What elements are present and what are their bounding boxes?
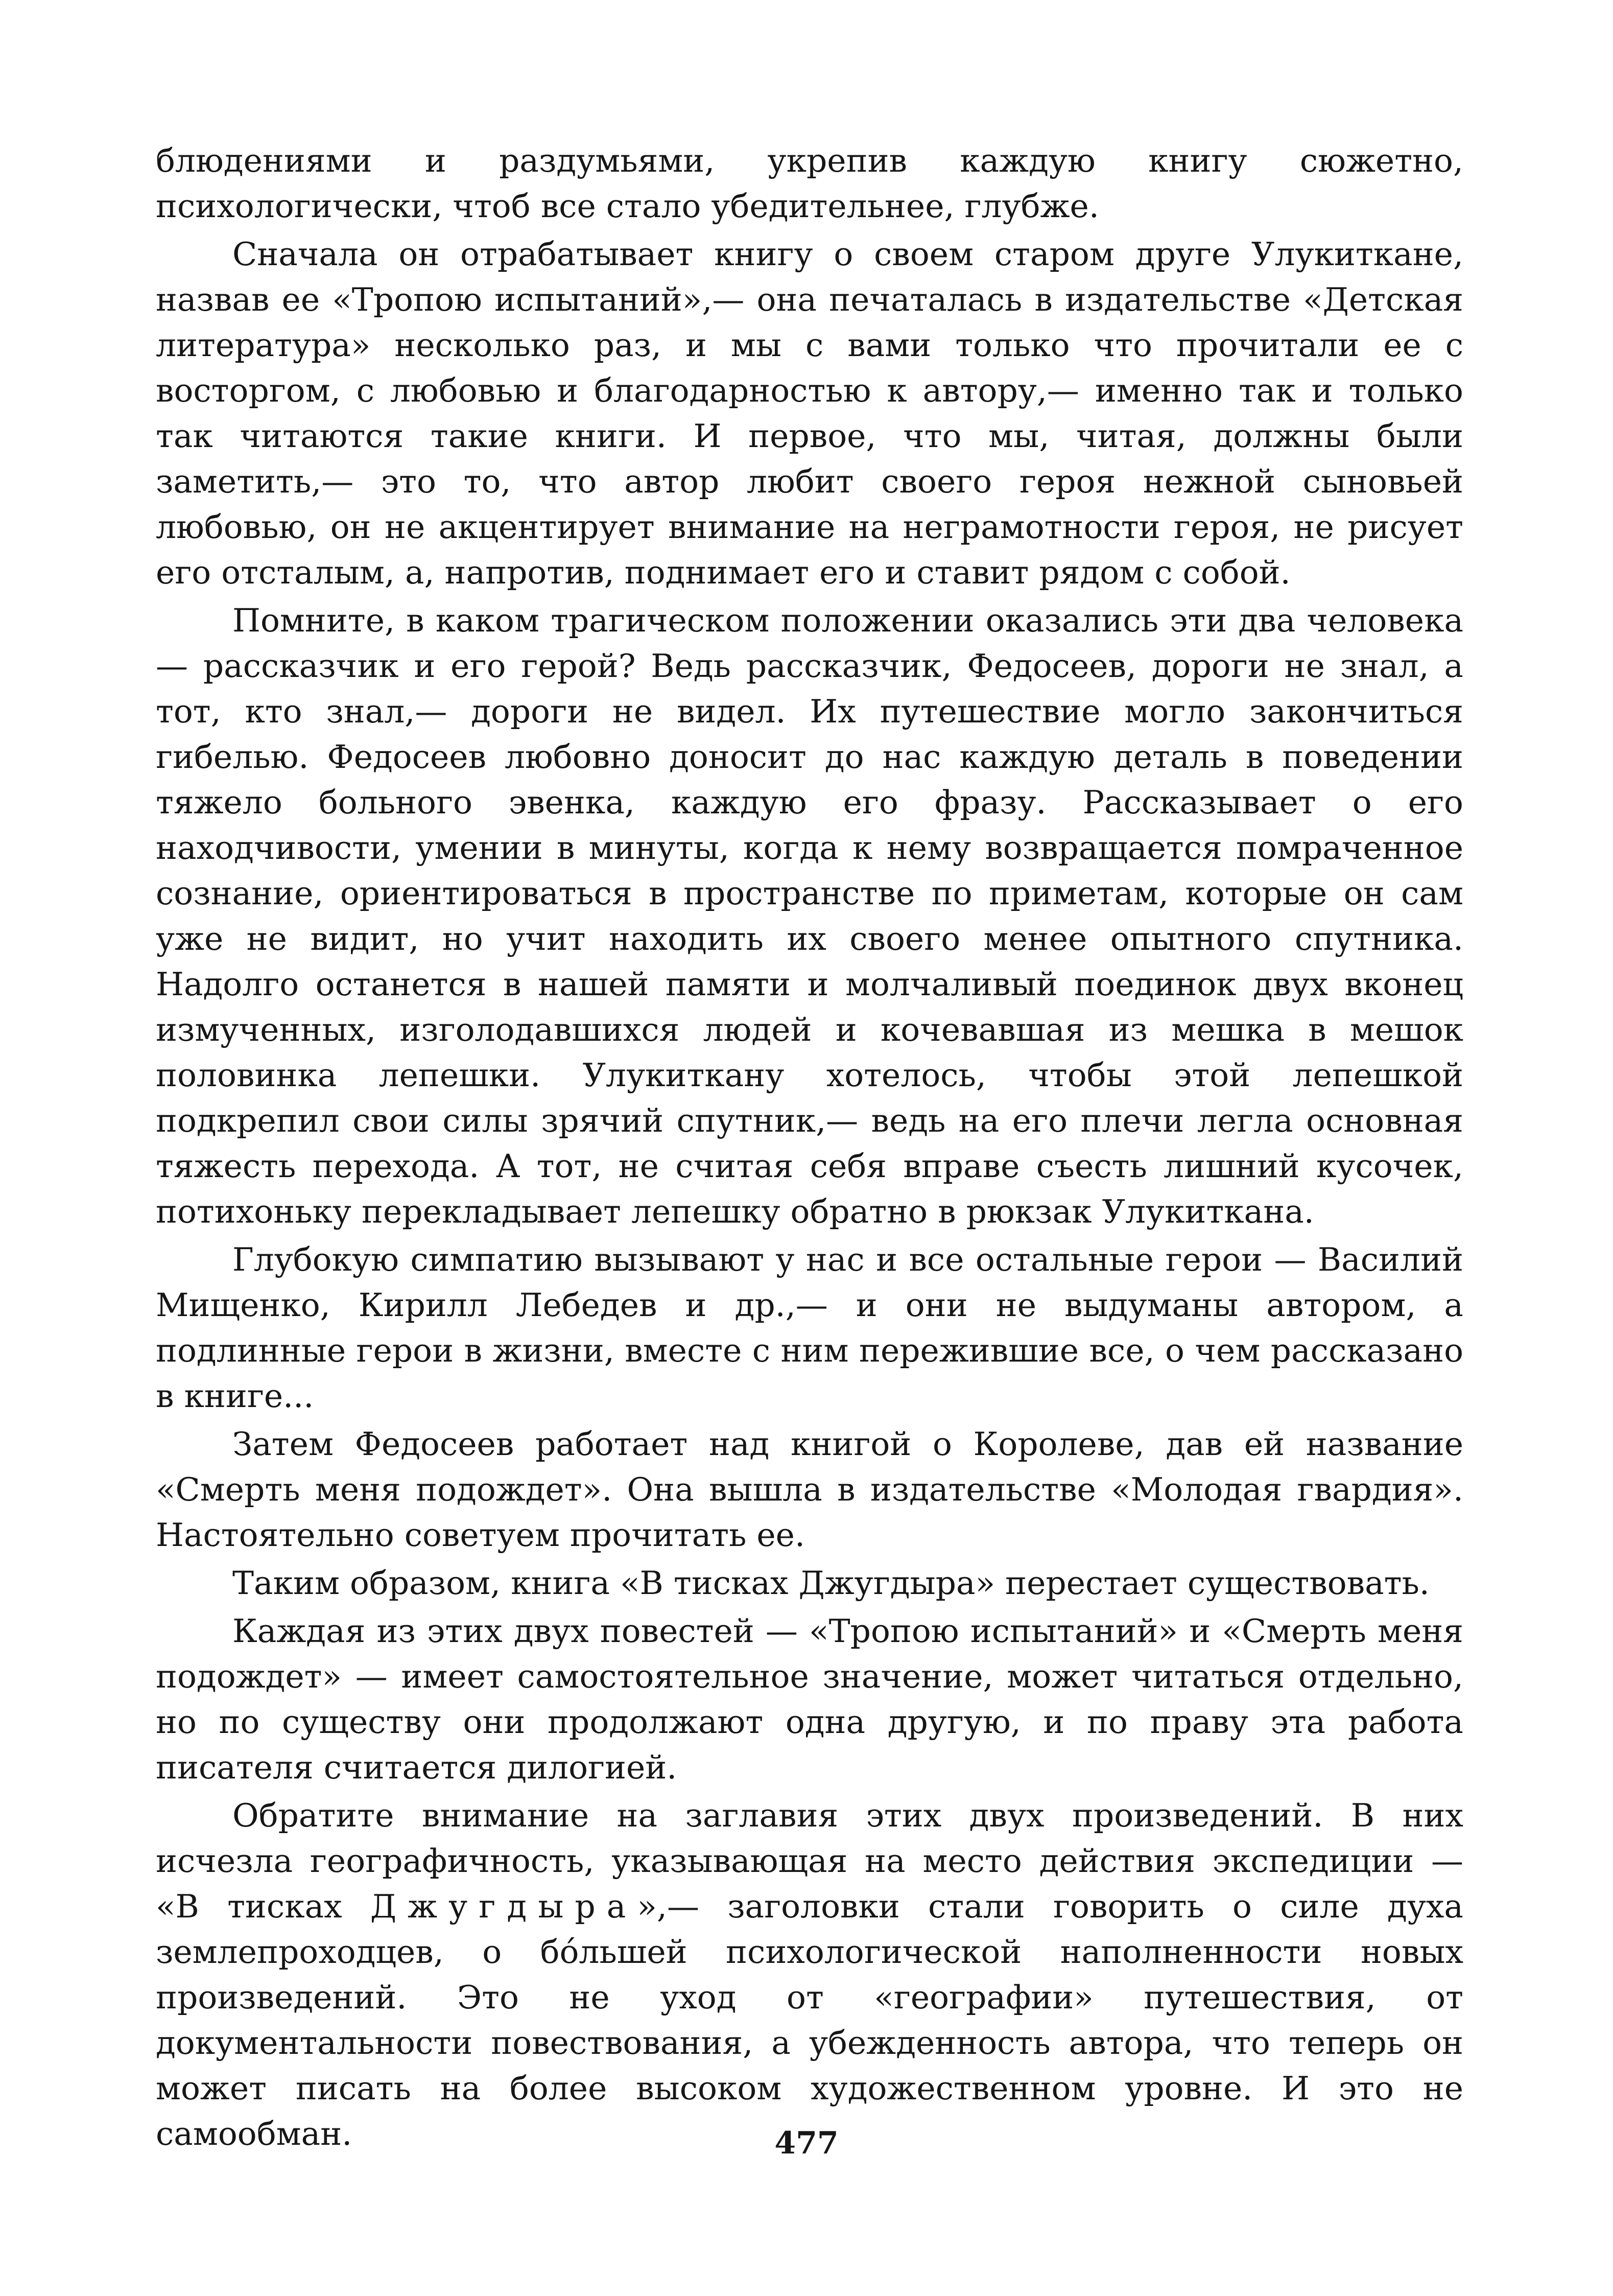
paragraph: Сначала он отрабатывает книгу о своем старом друге Улукиткане, назвав ее «Тропою испытаний»,— она печаталась в издательстве «Детская литература» несколько раз, и мы с вами только что прочитали ее с восторгом, с любовью и благодарностью к автору,— именно так и только так читаются такие книги. И первое, что мы, читая, должны были заметить,— это то, что автор любит своего героя нежной сыновьей любовью, он не акцентирует внимание на неграмотности героя, не рисует его отсталым, а, напротив, поднимает его и ставит рядом с собой. [156, 236, 1463, 591]
page-number: 477 [774, 2125, 839, 2161]
paragraph: Каждая из этих двух повестей — «Тропою испытаний» и «Смерть меня подождет» — имеет самостоятельное значение, может читаться отдельно, но по существу они продолжают одна другую, и по праву эта работа писателя считается дилогией. [156, 1612, 1463, 1786]
paragraph-last-before: Обратите внимание на заглавия этих двух произведений. В них исчезла географичность, указывающая на место действия экспедиции — «В тисках [156, 1797, 1463, 1925]
paragraph: Затем Федосеев работает над книгой о Королеве, дав ей название «Смерть меня подождет». Она вышла в издательстве «Молодая гвардия». Настоятельно советуем прочитать ее. [156, 1425, 1463, 1554]
paragraph-last [156, 1793, 1463, 2157]
spaced-title: Джугдыра [370, 1888, 637, 1925]
paragraph: Глубокую симпатию вызывают у нас и все остальные герои — Василий Мищенко, Кирилл Лебедев и др.,— и они не выдуманы автором, а подлинные герои в жизни, вместе с ним пережившие все, о чем рассказано в книге... [156, 1241, 1463, 1415]
paragraph: Таким образом, книга «В тисках Джугдыра» перестает существовать. [232, 1564, 1430, 1602]
paragraph: Помните, в каком трагическом положении оказались эти два человека — рассказчик и его герой? Ведь рассказчик, Федосеев, дороги не знал, а тот, кто знал,— дороги не видел. Их путешествие могло закончиться гибелью. Федосеев любовно доносит до нас каждую деталь в поведении тяжело больного эвенка, каждую его фразу. Рассказывает о его находчивости, умении в минуты, когда к нему возвращается помраченное сознание, ориентироваться в пространстве по приметам, которые он сам уже не видит, но учит находить их своего менее опытного спутника. Надолго останется в нашей памяти и молчаливый поединок двух вконец измученных, изголодавшихся людей и кочевавшая из мешка в мешок половинка лепешки. Улукиткану хотелось, чтобы этой лепешкой подкрепил свои силы зрячий спутник,— ведь на его плечи легла основная тяжесть перехода. А тот, не считая себя вправе съесть лишний кусочек, потихоньку перекладывает лепешку обратно в рюкзак Улукиткана. [156, 602, 1463, 1230]
paragraph-continuation: блюдениями и раздумьями, укрепив каждую книгу сюжетно, психологически, чтоб все стало убедительнее, глубже. [156, 142, 1463, 225]
page-body [156, 138, 1463, 2159]
paragraph-last-after: »,— заголовки стали говорить о силе духа землепроходцев, о бóльшей психологической наполненности новых произведений. Это не уход от «географии» путешествия, от документальности повествования, а убежденность автора, что теперь он может писать на более высоком художественном уровне. И это не самообман. [156, 1888, 1463, 2152]
